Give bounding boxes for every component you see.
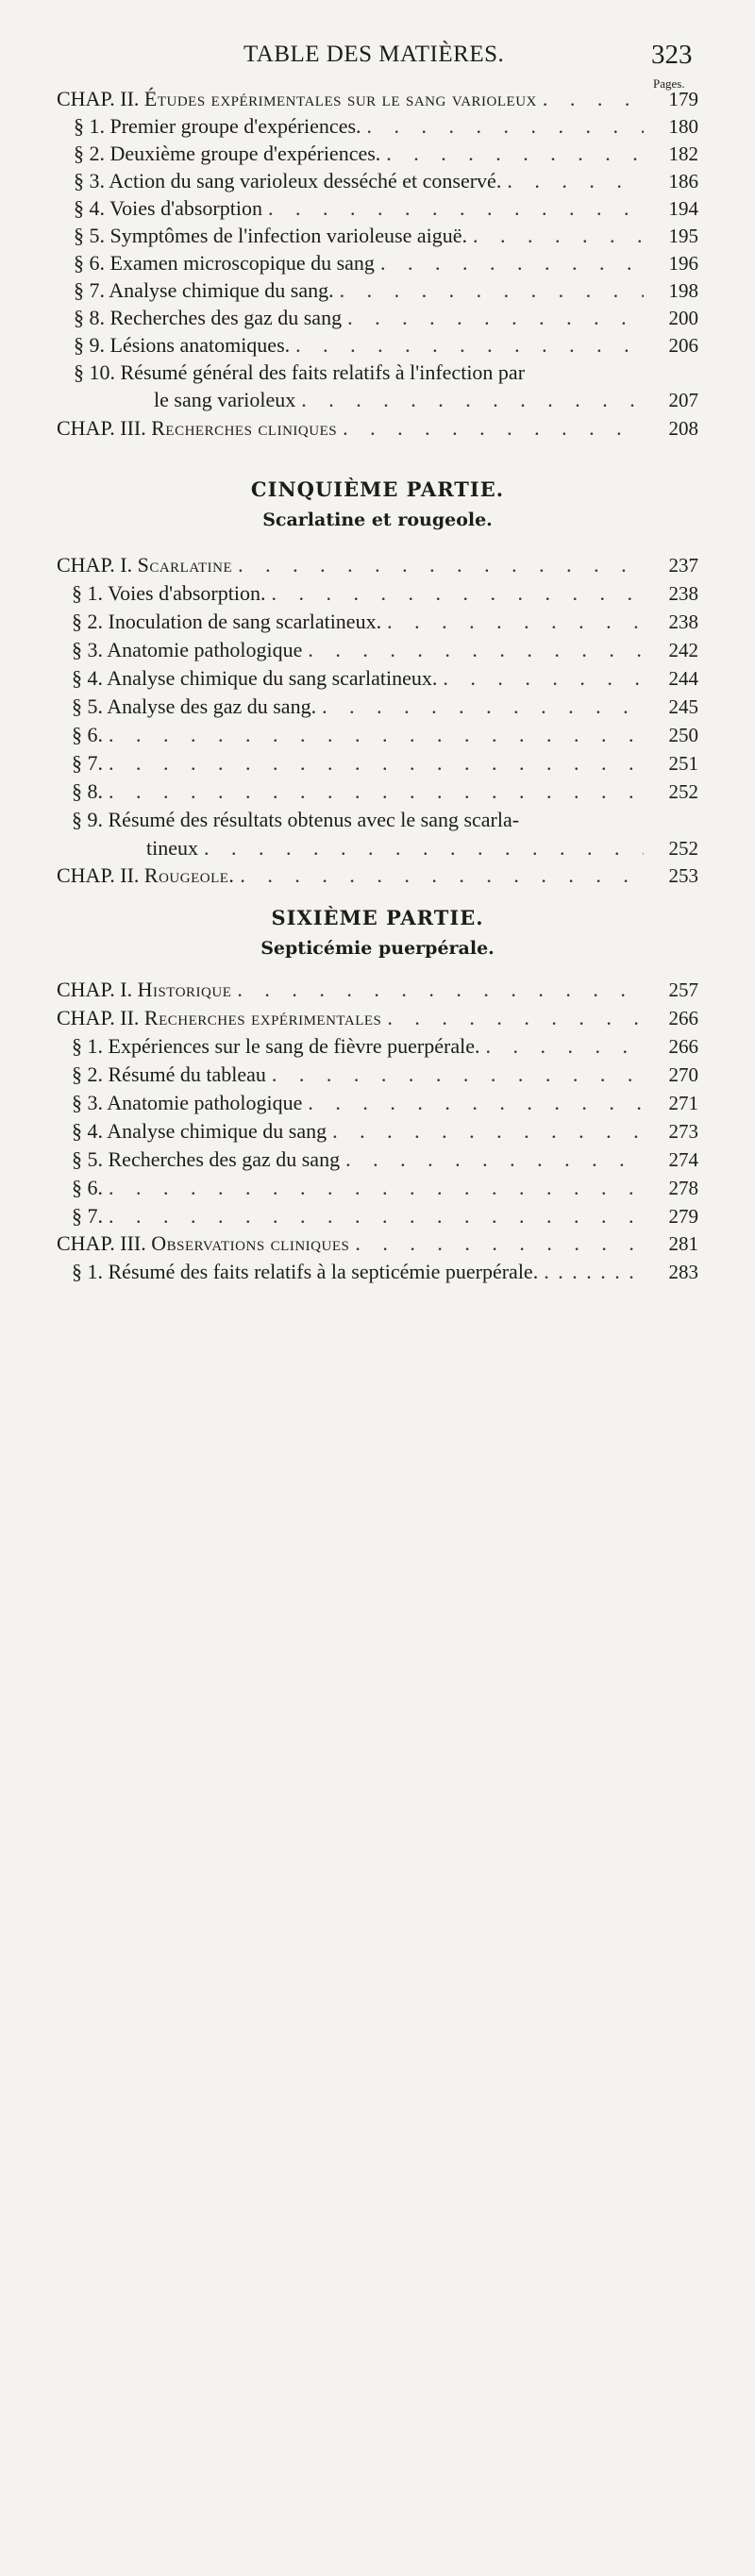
toc-entry-label: CHAP. II. bbox=[57, 87, 140, 110]
toc-entry bbox=[0, 333, 755, 360]
toc-entry-page: 207 bbox=[668, 389, 698, 411]
dot-leader bbox=[380, 142, 644, 166]
toc-entry-title: Résumé général des faits relatifs à l'infection par bbox=[120, 360, 526, 384]
toc-entry bbox=[0, 306, 755, 332]
toc-entry-title: Expériences sur le sang de fièvre puerpérale. bbox=[108, 1034, 480, 1058]
dot-leader bbox=[537, 87, 644, 111]
toc-entry-page: 266 bbox=[668, 1007, 698, 1029]
dot-leader bbox=[479, 1034, 644, 1059]
toc-entry-title: Analyse chimique du sang scarlatineux. bbox=[107, 666, 438, 690]
toc-entry-page: 245 bbox=[668, 695, 698, 718]
toc-entry bbox=[0, 978, 755, 1004]
part-subtitle: Septicémie puerpérale. bbox=[260, 938, 495, 959]
toc-entry-page: 251 bbox=[668, 752, 698, 775]
dot-leader bbox=[103, 1176, 644, 1200]
toc-entry-title: Anatomie pathologique bbox=[107, 638, 303, 661]
toc-entry-page: 195 bbox=[668, 225, 698, 247]
toc-entry-label: § 6. bbox=[72, 723, 103, 746]
toc-entry bbox=[0, 863, 755, 890]
dot-leader bbox=[265, 581, 644, 606]
toc-entry bbox=[0, 196, 755, 223]
toc-entry-page: 281 bbox=[668, 1232, 698, 1255]
toc-entry bbox=[0, 1062, 755, 1089]
toc-entry-label: § 7. bbox=[72, 751, 103, 775]
toc-entry-page: 208 bbox=[668, 417, 698, 440]
toc-entry bbox=[0, 553, 755, 579]
toc-entry-title: le sang varioleux bbox=[154, 388, 296, 411]
toc-entry-page: 271 bbox=[668, 1092, 698, 1114]
toc-entry-label: CHAP. II. bbox=[57, 1006, 140, 1029]
toc-entry-label: § 8. bbox=[74, 306, 105, 329]
toc-entry-title: Historique bbox=[137, 978, 232, 1001]
dot-leader bbox=[437, 666, 644, 691]
dot-leader bbox=[262, 196, 644, 221]
toc-entry-page: 278 bbox=[668, 1177, 698, 1199]
toc-entry-title: Résumé des faits relatifs à la septicémie puerpérale. bbox=[108, 1260, 539, 1283]
toc-entry-label: § 9. bbox=[72, 808, 103, 831]
toc-entry-title: tineux bbox=[146, 836, 198, 860]
toc-entry-page: 238 bbox=[668, 582, 698, 605]
toc-entry-title: Rougeole. bbox=[143, 863, 235, 887]
toc-entry-label: § 1. bbox=[74, 114, 105, 138]
dot-leader bbox=[349, 1231, 644, 1256]
toc-entry-page: 274 bbox=[668, 1148, 698, 1171]
page-number: 323 bbox=[651, 40, 693, 70]
toc-entry bbox=[0, 1260, 755, 1286]
dot-leader bbox=[501, 169, 644, 193]
toc-entry bbox=[0, 278, 755, 305]
toc-entry bbox=[0, 1091, 755, 1117]
toc-entry bbox=[0, 251, 755, 277]
toc-entry-title: Action du sang varioleux desséché et conservé. bbox=[109, 169, 502, 192]
toc-entry-title: Deuxième groupe d'expériences. bbox=[109, 142, 381, 165]
toc-entry-title: Études expérimentales sur le sang varioleux bbox=[143, 87, 537, 110]
toc-entry-label: CHAP. III. bbox=[57, 1231, 146, 1255]
dot-leader bbox=[198, 836, 644, 861]
toc-entry-label: § 2. bbox=[72, 610, 103, 633]
toc-entry-title: Recherches des gaz du sang bbox=[109, 306, 343, 329]
toc-entry-title: Scarlatine bbox=[137, 553, 233, 577]
toc-entry-label: § 5. bbox=[72, 694, 103, 718]
toc-entry-page: 237 bbox=[668, 554, 698, 577]
toc-entry-title: Analyse chimique du sang. bbox=[109, 278, 334, 302]
toc-entry-page: 257 bbox=[668, 979, 698, 1001]
toc-entry-page: 194 bbox=[668, 197, 698, 220]
toc-entry-title: Symptômes de l'infection varioleuse aiguë. bbox=[109, 224, 467, 247]
toc-entry-page: 283 bbox=[668, 1261, 698, 1283]
toc-entry-label: § 7. bbox=[74, 278, 105, 302]
toc-entry-title: Premier groupe d'expériences. bbox=[109, 114, 361, 138]
toc-entry bbox=[0, 723, 755, 749]
running-title: TABLE DES MATIÈRES. bbox=[243, 42, 505, 67]
toc-entry-title: Observations cliniques bbox=[151, 1231, 350, 1255]
toc-entry-title: Résumé des résultats obtenus avec le sang scarla- bbox=[108, 808, 520, 831]
toc-entry-title: Voies d'absorption bbox=[109, 196, 262, 220]
toc-entry-title: Analyse des gaz du sang. bbox=[107, 694, 317, 718]
toc-entry-label: § 1. bbox=[72, 1260, 103, 1283]
toc-entry-page: 180 bbox=[668, 115, 698, 138]
toc-entry-label: § 5. bbox=[72, 1147, 103, 1171]
toc-entry bbox=[0, 638, 755, 664]
toc-entry bbox=[0, 694, 755, 721]
pages-column-label: Pages. bbox=[653, 76, 685, 91]
dot-leader bbox=[234, 863, 644, 888]
dot-leader bbox=[103, 751, 644, 776]
toc-entry bbox=[0, 1147, 755, 1174]
dot-leader bbox=[342, 306, 644, 330]
dot-leader bbox=[381, 610, 644, 634]
toc-entry-page: 200 bbox=[668, 307, 698, 329]
part-subtitle: Scarlatine et rougeole. bbox=[262, 510, 493, 530]
toc-entry-continuation bbox=[0, 836, 755, 862]
toc-entry bbox=[0, 1176, 755, 1202]
dot-leader bbox=[231, 978, 644, 1002]
part-title: SIXIÈME PARTIE. bbox=[271, 906, 484, 929]
dot-leader bbox=[361, 114, 644, 139]
toc-entry-page: 186 bbox=[668, 170, 698, 192]
dot-leader bbox=[295, 388, 644, 412]
toc-entry-label: § 6. bbox=[74, 251, 105, 275]
toc-entry-title: Résumé du tableau bbox=[108, 1062, 266, 1086]
dot-leader bbox=[302, 638, 644, 662]
toc-entry bbox=[0, 1119, 755, 1146]
toc-entry bbox=[0, 808, 755, 834]
toc-entry-label: § 9. bbox=[74, 333, 105, 357]
toc-entry bbox=[0, 581, 755, 608]
toc-entry-page: 266 bbox=[668, 1035, 698, 1058]
toc-entry-page: 238 bbox=[668, 611, 698, 633]
toc-entry-label: CHAP. I. bbox=[57, 978, 133, 1001]
toc-entry bbox=[0, 114, 755, 141]
toc-entry bbox=[0, 87, 755, 113]
toc-entry-page: 242 bbox=[668, 639, 698, 661]
dot-leader bbox=[340, 1147, 644, 1172]
toc-entry-label: § 1. bbox=[72, 581, 103, 605]
toc-entry-label: § 3. bbox=[74, 169, 105, 192]
dot-leader bbox=[375, 251, 644, 276]
toc-entry-title: Inoculation de sang scarlatineux. bbox=[108, 610, 382, 633]
toc-entry-title: Recherches expérimentales bbox=[143, 1006, 382, 1029]
toc-entry-title: Analyse chimique du sang bbox=[107, 1119, 327, 1143]
dot-leader bbox=[337, 416, 644, 441]
toc-entry-label: § 3. bbox=[72, 638, 103, 661]
toc-entry-title: Voies d'absorption. bbox=[108, 581, 266, 605]
toc-entry-title: Lésions anatomiques. bbox=[109, 333, 291, 357]
toc-entry-label: § 3. bbox=[72, 1091, 103, 1114]
dot-leader bbox=[290, 333, 644, 358]
dot-leader bbox=[381, 1006, 644, 1030]
page-header bbox=[0, 40, 755, 91]
toc-entry bbox=[0, 416, 755, 443]
toc-entry-label: § 2. bbox=[72, 1062, 103, 1086]
toc-entry-page: 206 bbox=[668, 334, 698, 357]
toc-entry bbox=[0, 751, 755, 778]
toc-entry-page: 182 bbox=[668, 142, 698, 165]
toc-entry-title: Recherches des gaz du sang bbox=[108, 1147, 341, 1171]
toc-entry bbox=[0, 1231, 755, 1258]
toc-entry-label: § 4. bbox=[74, 196, 105, 220]
toc-entry-page: 196 bbox=[668, 252, 698, 275]
toc-entry-label: § 6. bbox=[72, 1176, 103, 1199]
toc-entry bbox=[0, 1006, 755, 1032]
toc-entry-label: § 10. bbox=[74, 360, 115, 384]
toc-entry-title: Anatomie pathologique bbox=[107, 1091, 303, 1114]
dot-leader bbox=[538, 1260, 644, 1284]
toc-entry bbox=[0, 142, 755, 168]
toc-entry-page: 244 bbox=[668, 667, 698, 690]
toc-entry bbox=[0, 169, 755, 195]
toc-entry bbox=[0, 1034, 755, 1061]
toc-entry bbox=[0, 1204, 755, 1230]
toc-entry-label: § 1. bbox=[72, 1034, 103, 1058]
toc-entry-page: 252 bbox=[668, 837, 698, 860]
dot-leader bbox=[266, 1062, 644, 1087]
toc-entry-label: CHAP. III. bbox=[57, 416, 146, 440]
dot-leader bbox=[232, 553, 644, 577]
toc-entry-title: Recherches cliniques bbox=[151, 416, 338, 440]
toc-entry-label: § 2. bbox=[74, 142, 105, 165]
toc-entry bbox=[0, 779, 755, 806]
toc-entry-page: 179 bbox=[668, 88, 698, 110]
toc-entry bbox=[0, 666, 755, 693]
dot-leader bbox=[103, 1204, 644, 1229]
toc-entry-label: § 5. bbox=[74, 224, 105, 247]
toc-entry-title: Examen microscopique du sang bbox=[109, 251, 375, 275]
dot-leader bbox=[334, 278, 644, 303]
toc-entry-label: § 4. bbox=[72, 1119, 103, 1143]
dot-leader bbox=[467, 224, 644, 248]
toc-entry-label: CHAP. II. bbox=[57, 863, 140, 887]
toc-entry-page: 273 bbox=[668, 1120, 698, 1143]
toc-entry-page: 198 bbox=[668, 279, 698, 302]
dot-leader bbox=[103, 779, 644, 804]
toc-entry-page: 250 bbox=[668, 724, 698, 746]
dot-leader bbox=[103, 723, 644, 747]
toc-entry bbox=[0, 610, 755, 636]
toc-entry-page: 270 bbox=[668, 1063, 698, 1086]
toc-entry-label: § 7. bbox=[72, 1204, 103, 1228]
dot-leader bbox=[316, 694, 644, 719]
toc-entry-page: 252 bbox=[668, 780, 698, 803]
toc-entry-label: § 8. bbox=[72, 779, 103, 803]
dot-leader bbox=[327, 1119, 644, 1144]
toc-entry-label: § 4. bbox=[72, 666, 103, 690]
toc-entry bbox=[0, 360, 755, 387]
toc-entry bbox=[0, 224, 755, 250]
toc-entry-continuation bbox=[0, 388, 755, 414]
toc-entry-page: 253 bbox=[668, 864, 698, 887]
toc-entry-label: CHAP. I. bbox=[57, 553, 133, 577]
part-title: CINQUIÈME PARTIE. bbox=[250, 477, 505, 501]
dot-leader bbox=[302, 1091, 644, 1115]
toc-entry-page: 279 bbox=[668, 1205, 698, 1228]
